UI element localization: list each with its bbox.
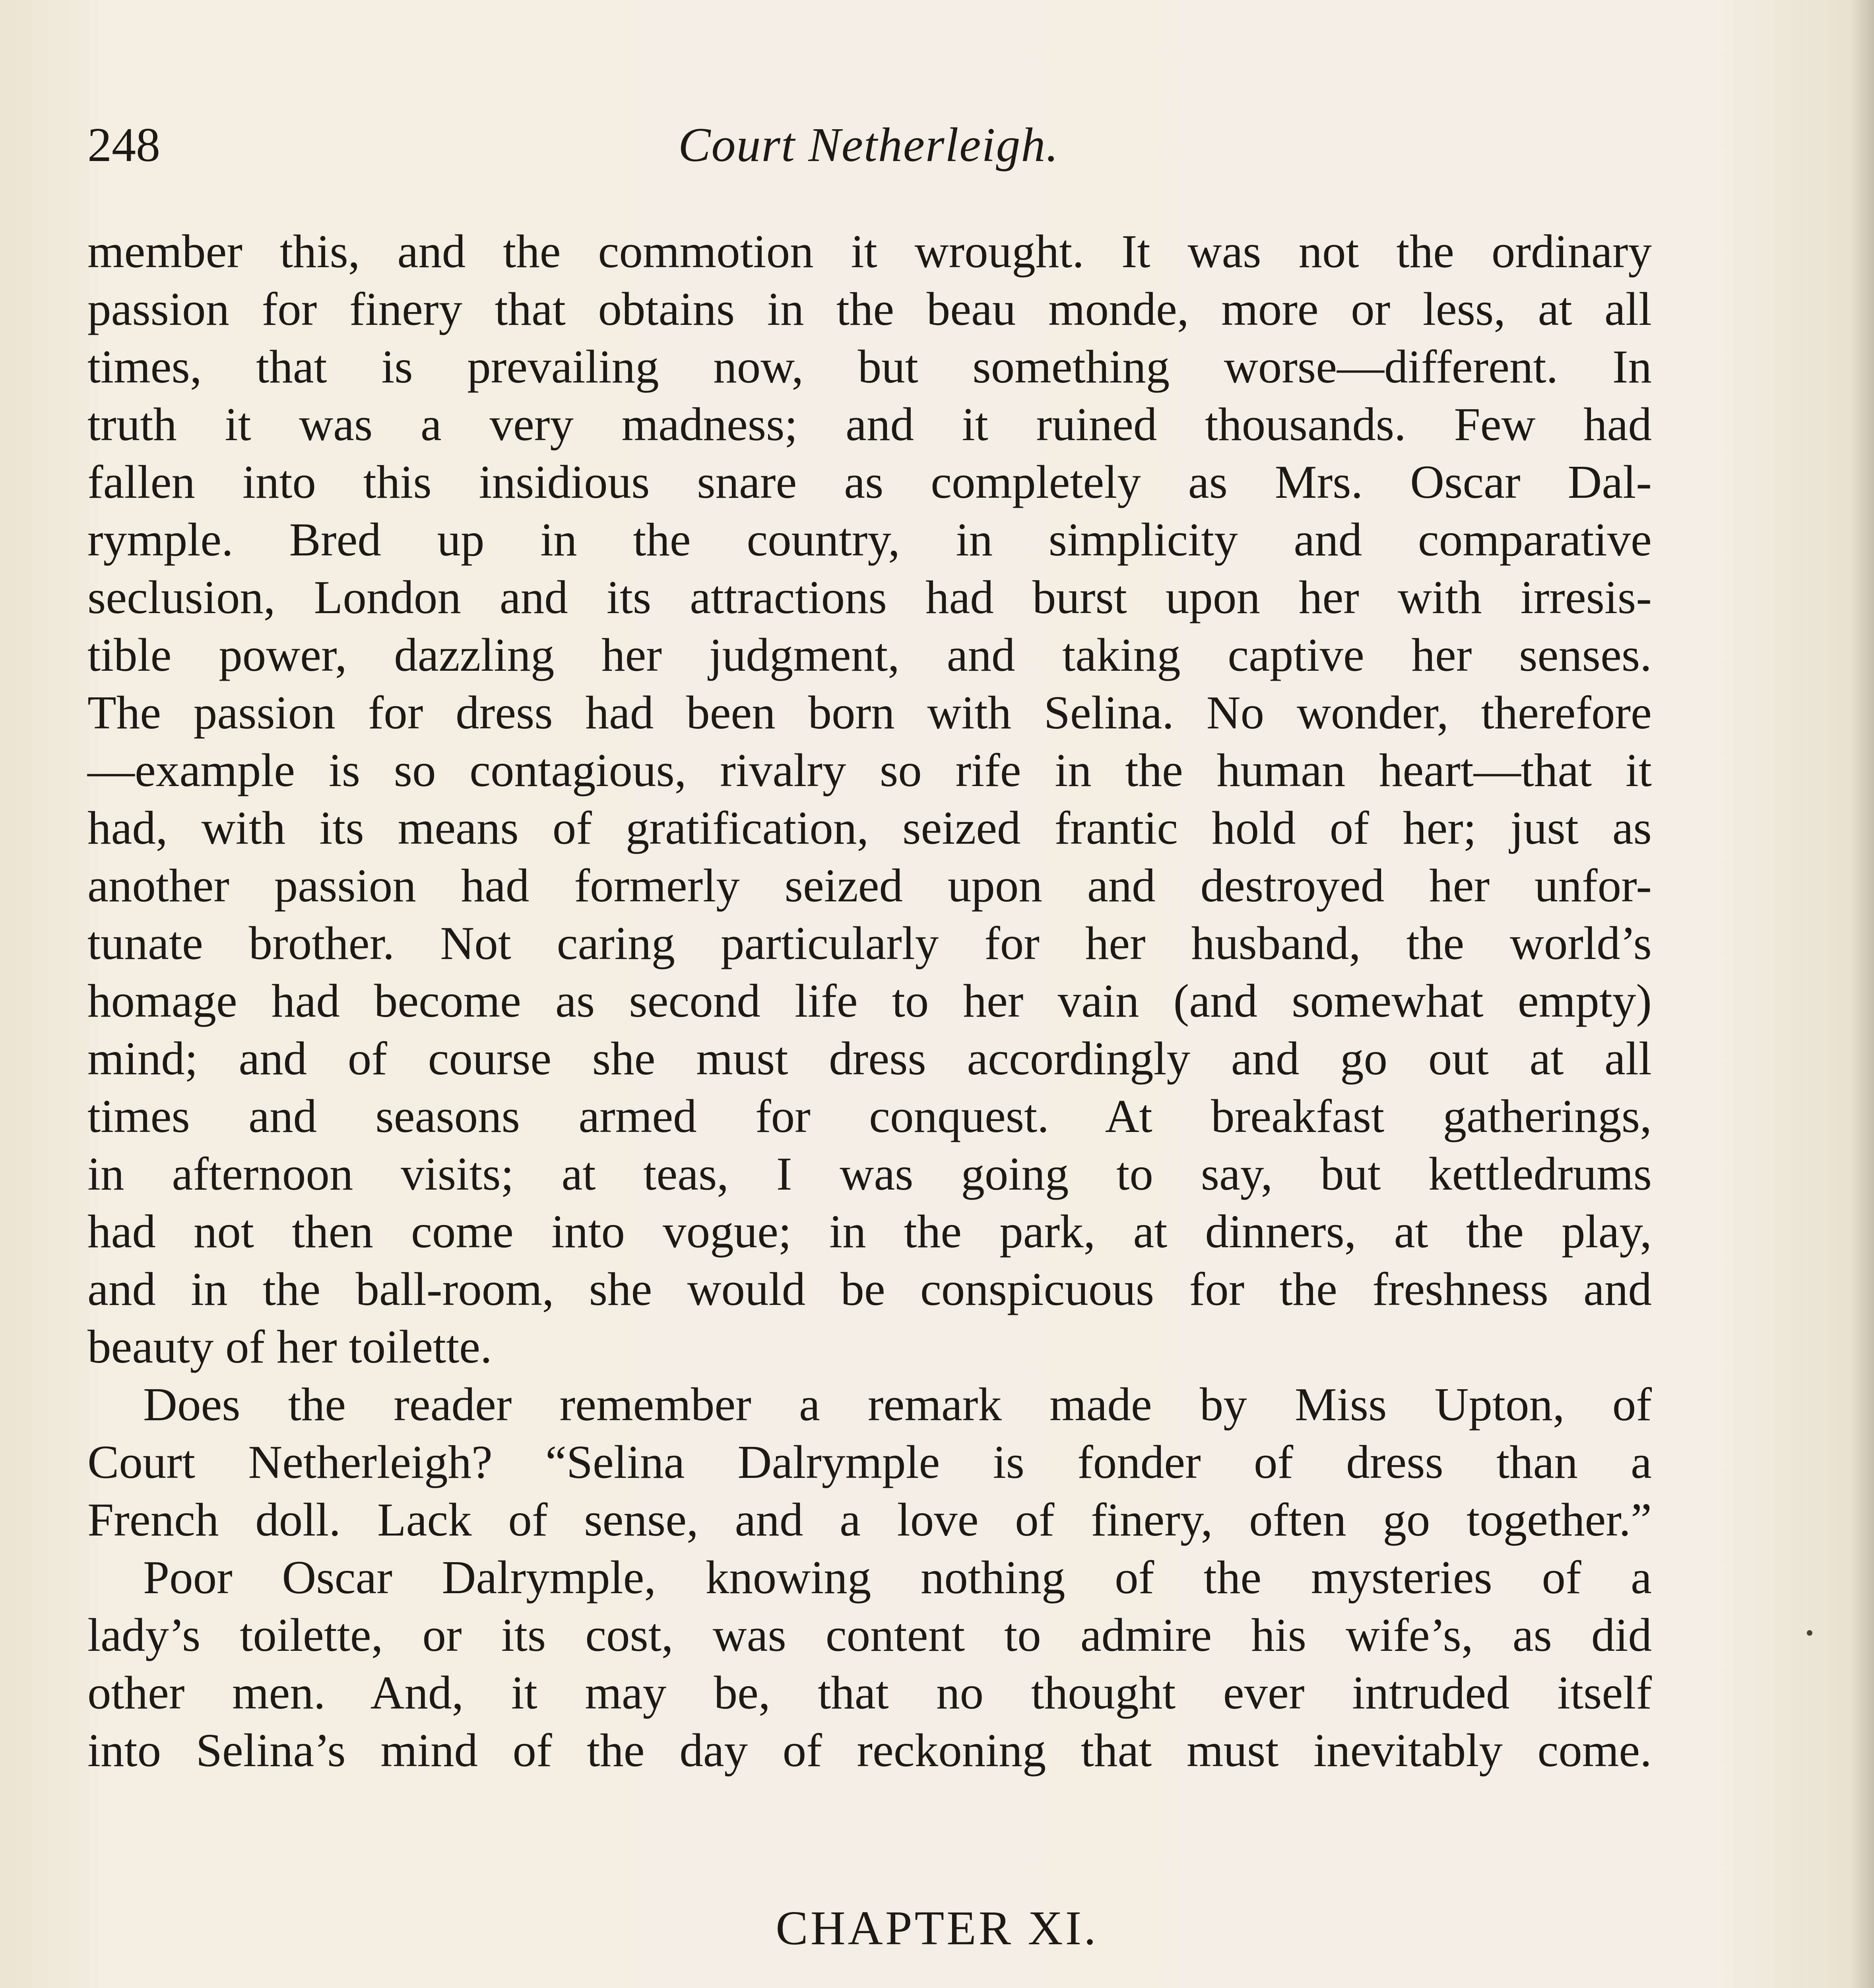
text-line: fallen into this insidious snare as completely as Mrs. Oscar Dal-: [87, 456, 1652, 508]
text-line: passion for finery that obtains in the beau monde, more or less, at all: [87, 283, 1652, 335]
text-line: in afternoon visits; at teas, I was going to say, but kettledrums: [87, 1147, 1652, 1200]
text-line: tible power, dazzling her judgment, and taking captive her senses.: [87, 629, 1652, 681]
text-line: homage had become as second life to her vain (and somewhat empty): [87, 975, 1652, 1027]
text-line: truth it was a very madness; and it ruined thousands. Few had: [87, 398, 1652, 450]
text-line: mind; and of course she must dress accordingly and go out at all: [87, 1032, 1652, 1085]
text-line: —example is so contagious, rivalry so rife in the human heart—that it: [87, 744, 1652, 796]
chapter-title: CHAPTER XI.: [776, 1901, 1098, 1955]
page-edge-shadow: [1850, 0, 1874, 1988]
text-line: had not then come into vogue; in the park, at dinners, at the play,: [87, 1205, 1652, 1258]
text-line: times, that is prevailing now, but something worse—different. In: [87, 340, 1652, 393]
text-line: The passion for dress had been born with Selina. No wonder, therefore: [87, 686, 1652, 739]
paper-speck: [1807, 1630, 1812, 1636]
text-line: other men. And, it may be, that no thought ever intruded itself: [87, 1666, 1652, 1719]
text-line: seclusion, London and its attractions had burst upon her with irresis-: [87, 571, 1652, 623]
text-line: and in the ball-room, she would be conspicuous for the freshness and: [87, 1263, 1652, 1315]
text-line: lady’s toilette, or its cost, was content to admire his wife’s, as did: [87, 1609, 1652, 1661]
running-head: [87, 115, 1650, 175]
text-line: rymple. Bred up in the country, in simplicity and comparative: [87, 513, 1652, 566]
text-line: another passion had formerly seized upon and destroyed her unfor-: [87, 859, 1652, 912]
text-line: tunate brother. Not caring particularly for her husband, the world’s: [87, 917, 1652, 969]
text-line: Court Netherleigh? “Selina Dalrymple is fonder of dress than a: [87, 1436, 1652, 1488]
text-line: Poor Oscar Dalrymple, knowing nothing of the mysteries of a: [143, 1551, 1652, 1604]
text-line: beauty of her toilette.: [87, 1320, 492, 1373]
text-line: member this, and the commotion it wrought. It was not the ordinary: [87, 225, 1652, 278]
running-title: Court Netherleigh.: [678, 118, 1059, 172]
text-line: times and seasons armed for conquest. At breakfast gatherings,: [87, 1090, 1652, 1142]
text-line: French doll. Lack of sense, and a love of finery, often go together.”: [87, 1493, 1652, 1546]
text-line: had, with its means of gratification, seized frantic hold of her; just as: [87, 802, 1652, 854]
page-number: 248: [87, 118, 160, 172]
text-line: into Selina’s mind of the day of reckoning that must inevitably come.: [87, 1724, 1652, 1776]
text-line: Does the reader remember a remark made by Miss Upton, of: [143, 1378, 1652, 1431]
